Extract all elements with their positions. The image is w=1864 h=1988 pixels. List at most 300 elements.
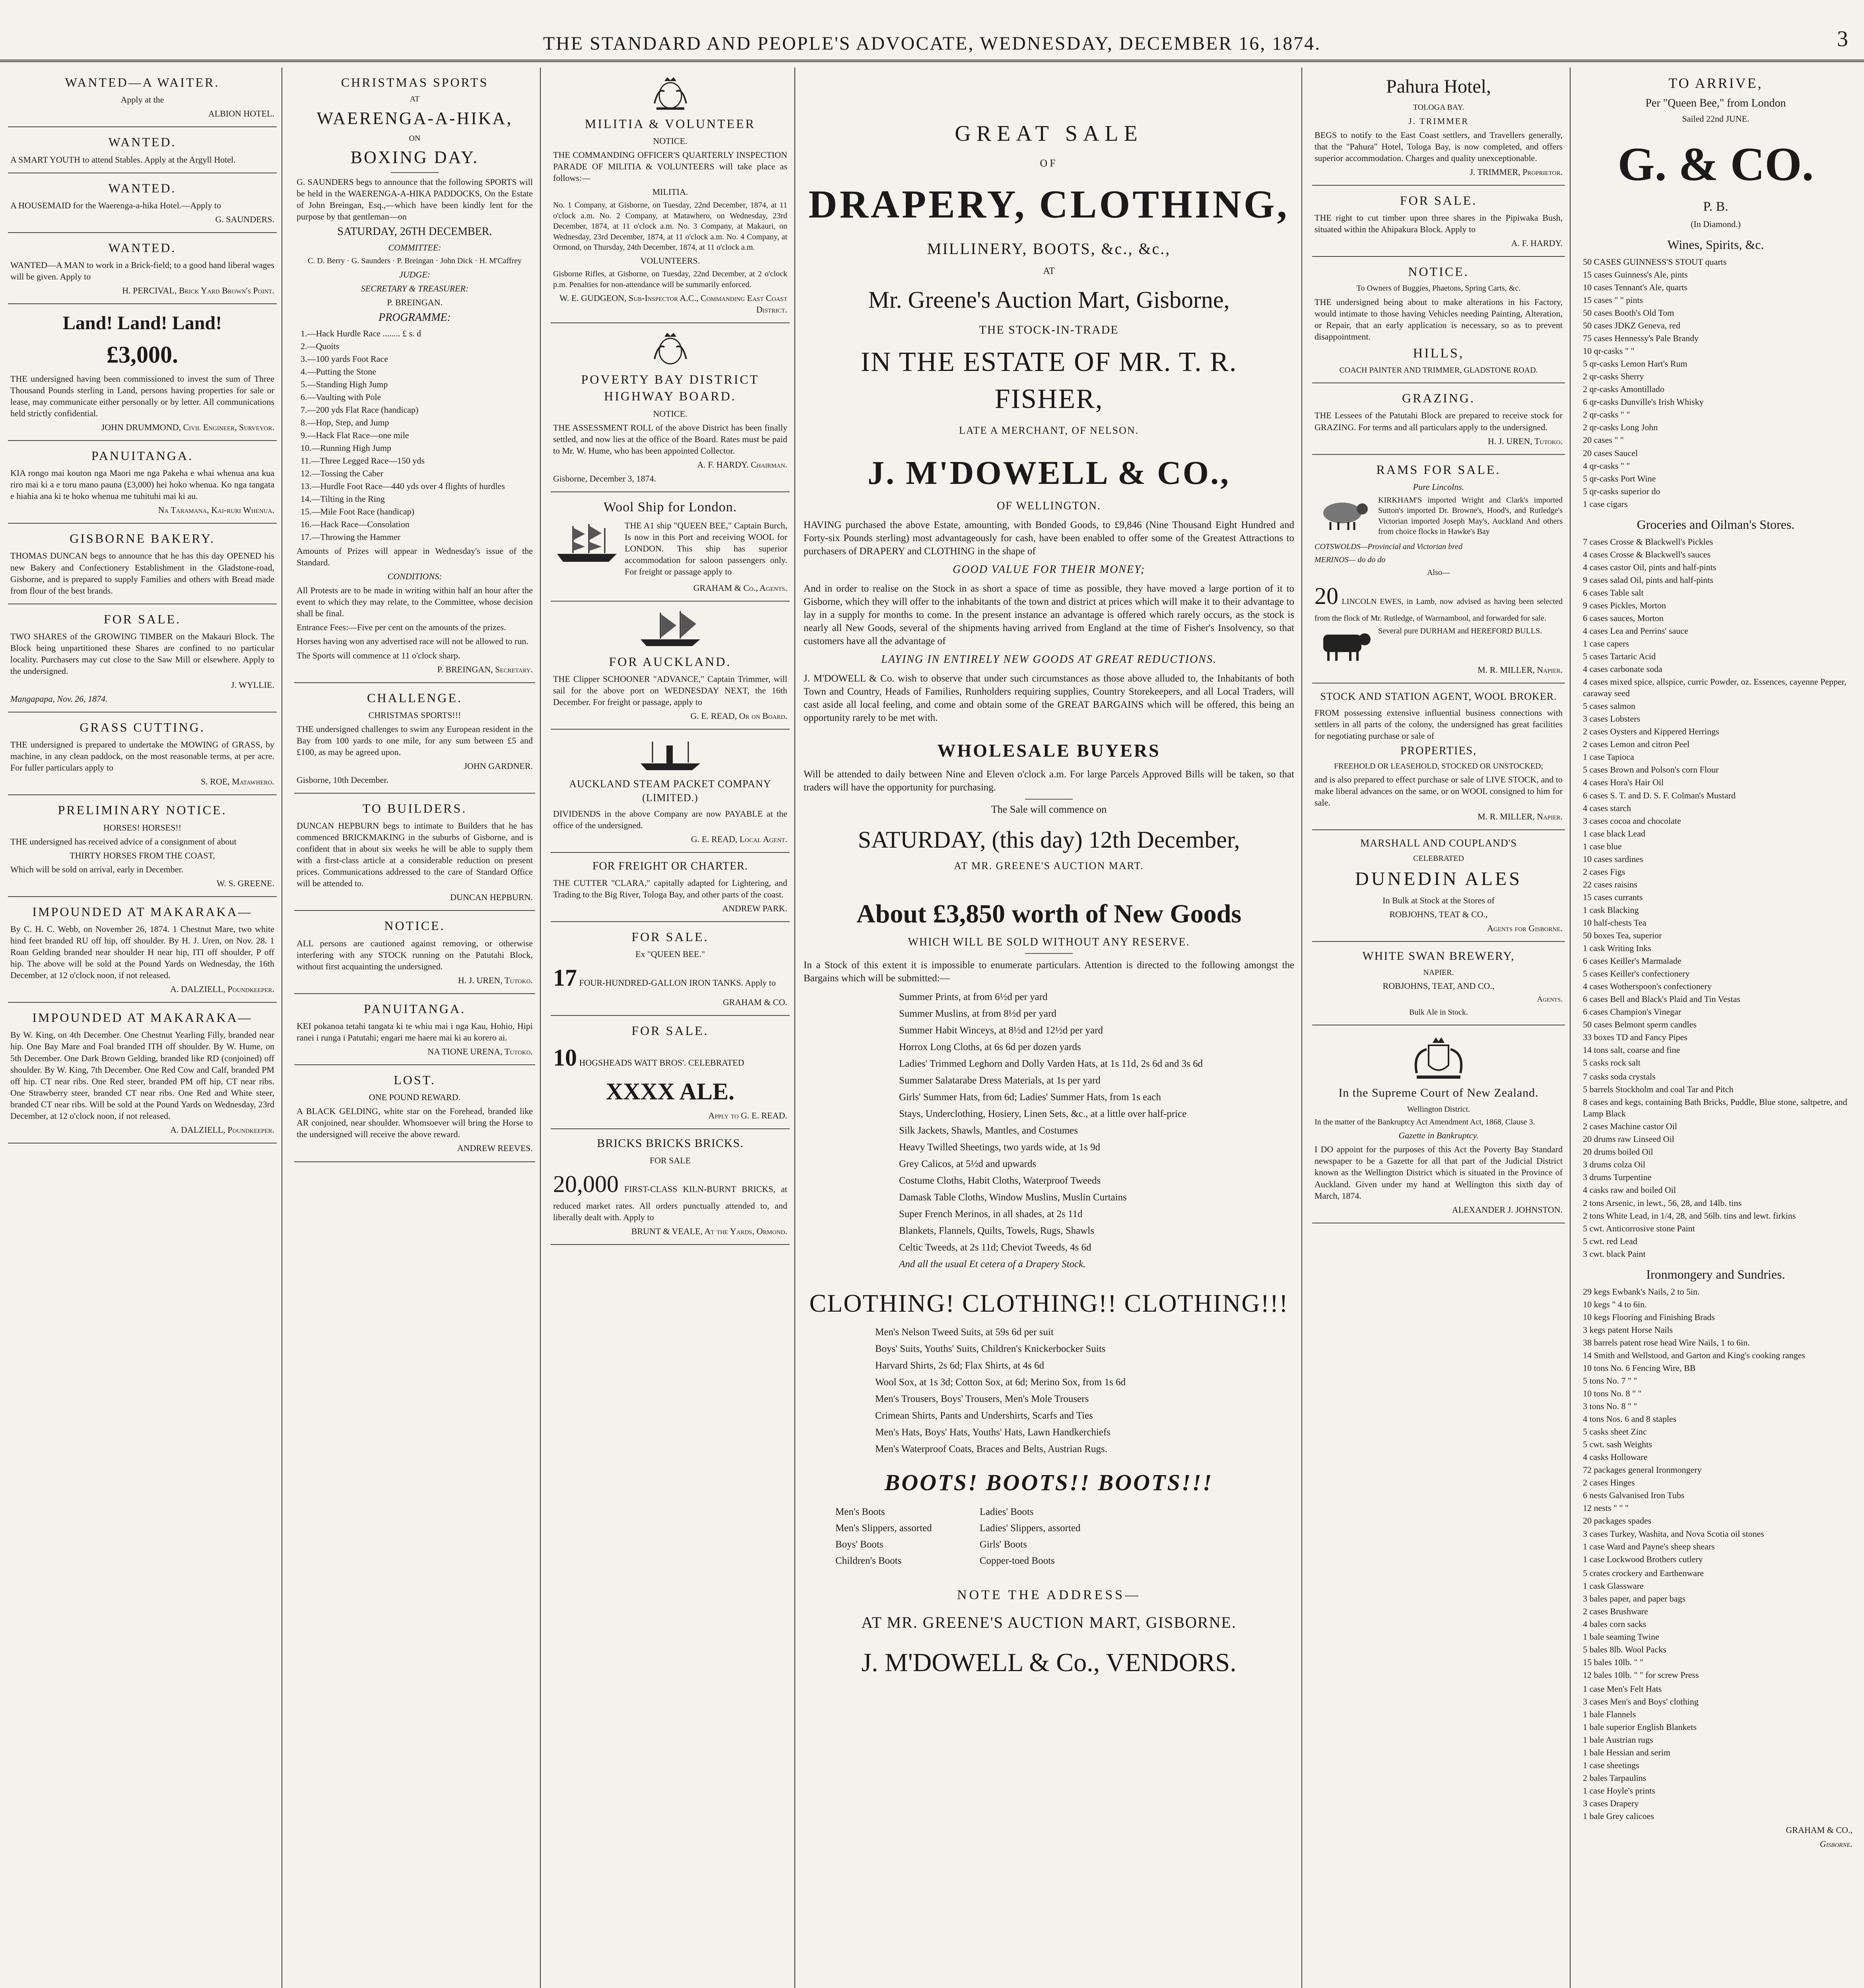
list-item: 4 cases mixed spice, allspice, curric Powder, oz. Essences, cayenne Pepper, caraway seed: [1583, 677, 1847, 699]
ad-rams: [1312, 455, 1565, 684]
list-item: 5 tons No. 7 " ": [1583, 1376, 1637, 1386]
list-item: 2 cases Hinges: [1583, 1477, 1635, 1488]
ad-subtitle: NAPIER.: [1423, 968, 1454, 977]
ad-subtitle: CHRISTMAS SPORTS!!!: [368, 710, 461, 720]
programme-item: 6.—Vaulting with Pole: [301, 392, 381, 402]
ad-title: WHITE SWAN BREWERY,: [1362, 949, 1515, 963]
paragraph-4: Will be attended to daily between Nine and Eleven o'clock a.m. For large Parcels Approved Bills will be taken, so that traders will have the opportunity for purchasing.: [804, 769, 1294, 793]
ad-on: ON: [409, 134, 421, 143]
ad-text: FROM possessing extensive influential business connections with settlers in all parts of the colony, the undersigned has great facilities for negotiating purchase or sale of: [1315, 707, 1563, 741]
ad-land: [8, 304, 277, 441]
ad-signature: W. S. GREENE.: [216, 878, 274, 888]
paragraph-2: And in order to realise on the Stock in as short a space of time as possible, they have moved a large portion of it to Gisborne, which they will offer to the inhabitants of the town and district at prices which will make it to their advantage to lay in a supply for months to come. In the present instance an advantage is offered which rarely occurs, as the stock is nearly all New Goods, several of the shipments having arrived from England at the time of Fisher's Insolvency, so that customers have all the advantage of: [804, 583, 1294, 647]
ad-place: Gisborne.: [1819, 1839, 1852, 1849]
ad-title: FOR SALE.: [631, 1023, 709, 1038]
ad-text: THE A1 ship "QUEEN BEE," Captain Burch, Is now in this Port and receiving WOOL for LONDON. This ship has superior accommodation for saloon passengers only. For freight or passage apply to: [625, 520, 787, 577]
list-item: Men's Boots: [835, 1506, 885, 1517]
of-label: OF: [1040, 157, 1058, 169]
ad-items: No. 1 Company, at Gisborne, on Tuesday, 22nd December, 1874, at 11 o'clock a.m. No. 2 Company, at Matawhero, on Wednesday, 23rd December, 1874, at 11 o'clock a.m. No. 3 Company, at Makauri, on Wednesday, 23rd December, 1874, at 11 o'clock a.m. No. 4 Company, at Ormond, on Thursday, 24th December, 1874, at 11 o'clock a.m.: [553, 201, 787, 252]
ad-signature: GRAHAM & Co., Agents.: [693, 582, 787, 593]
programme-item: 9.—Hack Flat Race—one mile: [301, 430, 409, 440]
list-item: 9 cases Pickles, Morton: [1583, 600, 1666, 611]
crates-list: [1579, 1567, 1852, 1681]
ad-name: J. TRIMMER: [1408, 116, 1469, 126]
list-item: 3 cases Lobsters: [1583, 714, 1641, 724]
list-item: 3 tons No. 8 " ": [1583, 1401, 1637, 1411]
ad-panuitanga-2: [294, 994, 535, 1065]
ad-date: Mangapapa, Nov. 26, 1874.: [10, 694, 108, 704]
ad-text: THE ASSESSMENT ROLL of the above District has been finally settled, and now lies at the office of the Board. Rates must be paid to Mr. W. Hume, who has been appointed Collector.: [553, 422, 787, 456]
ad-date: Gisborne, 10th December.: [297, 775, 388, 785]
column-3: [551, 68, 795, 1988]
ad-wool-ship: [551, 492, 790, 602]
list-item: 20 drums boiled Oil: [1583, 1147, 1653, 1157]
column-1: [8, 68, 282, 1988]
ad-title: BRICKS BRICKS BRICKS.: [597, 1137, 744, 1150]
ad-subtitle: Ex "QUEEN BEE.": [635, 949, 705, 959]
ad-signature: ALEXANDER J. JOHNSTON.: [1452, 1204, 1563, 1215]
ad-signature: GRAHAM & CO.: [723, 997, 787, 1007]
ad-line-1: COTSWOLDS—Provincial and Victorian bred: [1315, 542, 1463, 551]
list-item: 1 case capers: [1583, 639, 1629, 649]
list-item: 5 cwt. Anticorrosive stone Paint: [1583, 1223, 1695, 1233]
boots-left: [835, 1502, 932, 1571]
list-item: Men's Waterproof Coats, Braces and Belts, Austrian Rugs.: [875, 1444, 1107, 1455]
list-item: 5 qr-casks Port Wine: [1583, 473, 1656, 483]
ad-text: DUNCAN HEPBURN begs to intimate to Builders that he has commenced BRICKMAKING in the suburbs of Gisborne, and is confident that in about six weeks he will be able to supply them with a first-class article at a considerable reduction on present prices. Communications addressed to the care of Standard Office will be attended to.: [297, 821, 533, 889]
list-item: 2 qr-casks " ": [1583, 410, 1630, 420]
list-item: 1 cask Blacking: [1583, 905, 1639, 915]
ad-bold: PROPERTIES,: [1400, 744, 1477, 757]
ad-text-2: and is also prepared to effect purchase or sale of LIVE STOCK, and to make liberal advances on the same, or on WOOL consigned to him for sale.: [1315, 774, 1563, 808]
list-item: 1 case black Lead: [1583, 828, 1645, 839]
ad-supreme-court: [1312, 1025, 1565, 1223]
list-item: 5 casks rock salt: [1583, 1058, 1641, 1068]
ad-title: PRELIMINARY NOTICE.: [58, 803, 227, 817]
ad-text: ALL persons are cautioned against removing, or otherwise interfering with any STOCK running on the Patutahi Block, without first acquainting the undersigned.: [297, 938, 533, 971]
ad-title: FOR FREIGHT OR CHARTER.: [592, 860, 748, 873]
list-item: 20 cases Saucel: [1583, 448, 1638, 458]
list-item: 38 barrels patent rose head Wire Nails, 1 to 6in.: [1583, 1338, 1750, 1348]
list-item: Costume Cloths, Habit Cloths, Waterproof Tweeds: [899, 1175, 1101, 1186]
ad-steam-packet: [551, 730, 790, 853]
ad-title: TO ARRIVE,: [1668, 75, 1763, 91]
motto-1: GOOD VALUE FOR THEIR MONEY;: [952, 563, 1146, 576]
ad-title: MARSHALL AND COUPLAND'S: [1360, 837, 1517, 849]
divider: [1025, 953, 1073, 954]
ad-title: FOR SALE.: [631, 930, 709, 944]
ad-white-swan-brewery: [1312, 942, 1565, 1025]
brand-mark: G. & CO.: [1617, 137, 1814, 190]
wines-heading: Wines, Spirits, &c.: [1667, 237, 1764, 252]
ad-signature: A. DALZIELL, Poundkeeper.: [170, 1124, 274, 1135]
list-item: 10 cases Tennant's Ale, quarts: [1583, 282, 1687, 293]
clothing-heading: CLOTHING! CLOTHING!! CLOTHING!!!: [809, 1289, 1289, 1317]
ad-sub-2: VOLUNTEERS.: [640, 256, 700, 266]
ad-impounded-1: [8, 897, 277, 1003]
ad-district: Wellington District.: [1407, 1105, 1470, 1114]
list-item: 6 nests Galvanised Iron Tubs: [1583, 1490, 1685, 1501]
list-item: 2 tons Arsenic, in lewt., 56, 28, and 14lb. tins: [1583, 1198, 1742, 1208]
list-item: Heavy Twilled Sheetings, two yards wide, at 1s 9d: [899, 1142, 1101, 1153]
ad-signature: M. R. MILLER, Napier.: [1478, 812, 1563, 822]
conditions-heading: CONDITIONS:: [387, 571, 442, 582]
ad-text: A SMART YOUTH to attend Stables. Apply at the Argyll Hotel.: [10, 154, 236, 165]
programme-item: 3.—100 yards Foot Race: [301, 353, 388, 364]
ad-text: THE COMMANDING OFFICER'S QUARTERLY INSPECTION PARADE OF MILITIA & VOLUNTEERS will take place as follows:—: [553, 150, 787, 183]
list-item: 20 packages spades: [1583, 1516, 1652, 1526]
ad-subtitle: HORSES! HORSES!!: [103, 822, 182, 833]
ad-signature: ANDREW PARK.: [722, 903, 787, 914]
ad-signature: ALBION HOTEL.: [208, 109, 274, 119]
ad-title: RAMS FOR SALE.: [1376, 462, 1501, 477]
programme-item: 14.—Tilting in the Ring: [301, 494, 385, 504]
list-item: 5 qr-casks Lemon Hart's Rum: [1583, 359, 1687, 369]
list-item: Summer Muslins, at from 8½d per yard: [899, 1008, 1056, 1019]
ad-title: IMPOUNDED AT MAKARAKA—: [32, 1010, 252, 1025]
list-item: 1 case Men's Felt Hats: [1583, 1683, 1662, 1694]
ad-text-3: Several pure DURHAM and HEREFORD BULLS.: [1378, 627, 1542, 636]
ad-number: 10: [553, 1044, 577, 1071]
list-item: Summer Habit Winceys, at 8½d and 12½d per yard: [899, 1025, 1103, 1036]
ad-title: WANTED.: [108, 181, 177, 195]
saturday-heading: SATURDAY, (this day) 12th December,: [858, 827, 1240, 853]
list-item: Children's Boots: [835, 1555, 902, 1566]
ad-horses: [8, 795, 277, 897]
list-item: Girls' Summer Hats, from 6d; Ladies' Summer Hats, from 1s each: [899, 1091, 1161, 1103]
ad-also: Also—: [1427, 568, 1450, 577]
ad-pb: P. B.: [1703, 199, 1728, 214]
ad-text: DIVIDENDS in the above Company are now PAYABLE at the office of the undersigned.: [553, 808, 787, 830]
ad-name: ROBJOHNS, TEAT & CO.,: [1389, 909, 1488, 920]
ad-title: CHRISTMAS SPORTS: [341, 75, 489, 89]
ad-signature: J. WYLLIE.: [231, 679, 274, 690]
coat-of-arms-icon: [1405, 1033, 1472, 1081]
ad-signature: Apply to G. E. READ.: [708, 1110, 787, 1121]
ad-subtitle: Pure Lincolns.: [1413, 481, 1464, 492]
ad-to-arrive: [1577, 68, 1855, 1857]
ad-signature: JOHN DRUMMOND, Civil Engineer, Surveyor.: [101, 422, 274, 432]
list-item: Crimean Shirts, Pants and Undershirts, Scarfs and Ties: [875, 1410, 1093, 1421]
list-item: 10 qr-casks " ": [1583, 346, 1635, 356]
of-wellington: OF WELLINGTON.: [997, 500, 1101, 513]
ad-at: AT: [410, 95, 420, 104]
ad-text: THE undersigned being about to make alterations in his Factory, would intimate to those having Vehicles needing Painting, Alteration, or Repair, that an early application is necessary, so as to prevent disappointment.: [1315, 297, 1563, 342]
reserve-line: WHICH WILL BE SOLD WITHOUT ANY RESERVE.: [908, 936, 1190, 948]
ad-text: THE undersigned challenges to swim any European resident in the Bay from 100 yards to one mile, for any sum between £5 and £100, as may be agreed upon.: [297, 724, 533, 757]
estate-heading: IN THE ESTATE OF MR. T. R. FISHER,: [860, 347, 1237, 414]
ad-big: DUNEDIN ALES: [1355, 868, 1522, 889]
programme-item: 2.—Quoits: [301, 341, 340, 351]
ad-wanted-man: [8, 233, 277, 304]
list-item: 3 cwt. black Paint: [1583, 1248, 1646, 1259]
drapery-list: [1579, 1683, 1852, 1822]
ad-title: AUCKLAND STEAM PACKET COMPANY (LIMITED.): [569, 778, 771, 804]
programme-list: [297, 328, 533, 543]
ad-notice-patutahi: [294, 911, 535, 994]
list-item: Copper-toed Boots: [979, 1555, 1055, 1566]
column-2: [294, 68, 541, 1988]
list-item: 4 casks raw and boiled Oil: [1583, 1185, 1676, 1195]
list-item: 6 cases Keiller's Marmalade: [1583, 955, 1681, 966]
list-item: Summer Prints, at from 6½d per yard: [899, 991, 1048, 1002]
conditions-text: All Protests are to be made in writing within half an hour after the event to which they may relate, to the Committee, whose decision shall be final.: [297, 585, 533, 619]
divider: [1025, 799, 1073, 800]
list-item: 10 kegs Flooring and Finishing Brads: [1583, 1312, 1715, 1322]
list-item: 1 case sheetings: [1583, 1760, 1639, 1771]
list-item: 20 drums raw Linseed Oil: [1583, 1134, 1674, 1144]
paragraph-3: J. M'DOWELL & Co. wish to observe that under such circumstances as those above alluded to, the Inhabitants of both Town and Country, Heads of Families, Runholders requiring supplies, Country Storekeepers, and all Local Traders, will cast aside all local feeling, and come and obtain some of the GREAT BARGAINS which will be offered, this being an opportunity rarely to be met with.: [804, 673, 1294, 724]
ad-date: Gisborne, December 3, 1874.: [553, 473, 656, 483]
ad-title: PANUITANGA.: [91, 448, 194, 463]
list-item: 6 cases Table salt: [1583, 588, 1644, 598]
list-item: Boys' Boots: [835, 1539, 883, 1550]
list-item: 15 cases " " pints: [1583, 295, 1643, 305]
about-heading: About £3,850 worth of New Goods: [856, 899, 1242, 928]
list-item: 4 bales corn sacks: [1583, 1619, 1647, 1629]
ad-text: Bulk Ale in Stock.: [1409, 1008, 1468, 1017]
list-item: 4 cases castor Oil, pints and half-pints: [1583, 562, 1716, 572]
list-item: 9 cases salad Oil, pints and half-pints: [1583, 575, 1714, 585]
ad-text: THE undersigned having been commissioned to invest the sum of Three Thousand Pounds sterling in Land, persons having properties for sale or lease, may communicate either personally or by letter. All communications held strictly confidential.: [10, 373, 274, 418]
list-item: 50 cases Belmont sperm candles: [1583, 1019, 1697, 1030]
ad-signature: JOHN GARDNER.: [464, 761, 533, 771]
boots-right: [980, 1502, 1081, 1571]
ad-lead: To Owners of Buggies, Phaetons, Spring Carts, &c.: [1356, 284, 1521, 293]
list-item: Boys' Suits, Youths' Suits, Children's Knickerbocker Suits: [875, 1343, 1106, 1355]
column-4-great-sale: [801, 68, 1302, 1988]
ad-grass-cutting: [8, 712, 277, 795]
ad-grazing: [1312, 383, 1565, 454]
list-item: 3 drums colza Oil: [1583, 1159, 1646, 1170]
list-item: Men's Hats, Boys' Hats, Youths' Hats, Lawn Handkerchiefs: [875, 1427, 1111, 1438]
list-item: 5 barrels Stockholm and coal Tar and Pitch: [1583, 1084, 1734, 1095]
ad-text: THE right to cut timber upon three shares in the Pipiwaka Bush, situated within the Ahipakura Block. Apply to: [1315, 213, 1563, 235]
great-sale-heading: GREAT SALE: [955, 121, 1143, 146]
boots-list: [835, 1502, 1294, 1571]
list-item: 15 cases currants: [1583, 892, 1643, 902]
ad-text: Apply at the: [120, 95, 164, 105]
ad-text: G. SAUNDERS begs to announce that the following SPORTS will be held in the WAERENGA-A-HIKA PADDOCKS, On the Estate of John Breingan, Esq.,—which have been kindly lent for the purpose by that gentleman—on: [297, 177, 533, 222]
list-item: 1 case Ward and Payne's sheep shears: [1583, 1541, 1715, 1551]
bargain-list: [899, 990, 1294, 1271]
list-item: 2 cases Machine castor Oil: [1583, 1121, 1678, 1132]
ad-signature: G. SAUNDERS.: [215, 214, 274, 224]
ad-signature: DUNCAN HEPBURN.: [450, 892, 533, 903]
list-item: 1 bale Grey calicoes: [1583, 1811, 1654, 1821]
ad-wanted-youth: [8, 127, 277, 173]
judge-heading: JUDGE:: [399, 269, 431, 280]
ad-number: 20,000: [553, 1171, 619, 1197]
steamship-icon: [637, 738, 704, 773]
masthead-title: THE STANDARD AND PEOPLE'S ADVOCATE, WEDNESDAY, DECEMBER 16, 1874.: [543, 33, 1321, 54]
ad-lost: [294, 1065, 535, 1162]
ad-title: Wool Ship for London.: [603, 499, 737, 514]
list-item: 2 bales Tarpaulins: [1583, 1773, 1647, 1783]
programme-item: 7.—200 yds Flat Race (handicap): [301, 404, 419, 415]
list-item: 6 cases Bell and Black's Plaid and Tin Vestas: [1583, 994, 1740, 1004]
ad-sub: MILITIA.: [652, 187, 688, 197]
ad-signature: ANDREW REEVES.: [457, 1143, 533, 1153]
bull-icon: [1315, 626, 1374, 662]
vendors-line: J. M'DOWELL & Co., VENDORS.: [861, 1648, 1237, 1677]
ad-title: WANTED—A WAITER.: [65, 75, 220, 89]
ad-signature-2: COACH PAINTER AND TRIMMER, GLADSTONE ROAD.: [1339, 365, 1538, 375]
programme-item: 1.—Hack Hurdle Race ........ £ s. d: [301, 328, 421, 338]
ad-title: In the Supreme Court of New Zealand.: [1338, 1086, 1539, 1100]
list-item: 3 drums Turpentine: [1583, 1172, 1652, 1182]
list-item: Blankets, Flannels, Quilts, Towels, Rugs, Shawls: [899, 1225, 1094, 1236]
committee-heading: COMMITTEE:: [388, 243, 441, 253]
list-item: 6 qr-casks Dunville's Irish Whisky: [1583, 397, 1704, 407]
ad-title: LOST.: [394, 1073, 436, 1087]
late-merchant: LATE A MERCHANT, OF NELSON.: [959, 425, 1139, 437]
list-item: 2 qr-casks Sherry: [1583, 371, 1644, 382]
ad-number: 20: [1315, 582, 1338, 609]
list-item: 2 cases Lemon and citron Peel: [1583, 739, 1690, 749]
list-item: 1 bale Flannels: [1583, 1709, 1636, 1719]
ironmongery-heading: Ironmongery and Sundries.: [1646, 1267, 1785, 1281]
list-item: 5 crates crockery and Earthenware: [1583, 1568, 1704, 1578]
list-item: Ladies' Boots: [979, 1506, 1034, 1517]
ad-panuitanga: [8, 441, 277, 524]
list-item: 7 cases Crosse & Blackwell's Pickles: [1583, 536, 1713, 547]
ad-bold: THIRTY HORSES FROM THE COAST,: [70, 850, 215, 860]
list-item: 75 cases Hennessy's Pale Brandy: [1583, 333, 1699, 344]
programme-item: 16.—Hack Race—Consolation: [301, 519, 410, 530]
address-line: AT MR. GREENE'S AUCTION MART, GISBORNE.: [861, 1613, 1237, 1631]
list-item: 7 casks soda crystals: [1583, 1072, 1656, 1082]
ad-title: WANTED.: [108, 240, 177, 255]
note-address: NOTE THE ADDRESS—: [957, 1587, 1141, 1602]
list-item: 4 cases Lea and Perrins' sauce: [1583, 626, 1688, 636]
ad-challenge: [294, 683, 535, 794]
ad-title: FOR SALE.: [1400, 193, 1478, 208]
list-item: 5 cases Tartaric Acid: [1583, 651, 1656, 662]
list-item: 50 cases Booth's Old Tom: [1583, 308, 1674, 318]
list-item: 15 cases Guinness's Ale, pints: [1583, 270, 1688, 280]
ad-title: PANUITANGA.: [363, 1001, 466, 1016]
list-item: 33 boxes TD and Fancy Pipes: [1583, 1032, 1687, 1043]
list-item: 29 kegs Ewbank's Nails, 2 to 5in.: [1583, 1286, 1700, 1297]
ram-icon: [1315, 495, 1374, 531]
list-item: Super French Merinos, in all shades, at 2s 11d: [899, 1208, 1083, 1219]
list-item: Harvard Shirts, 2s 6d; Flax Shirts, at 4s 6d: [875, 1360, 1044, 1371]
entrance-text: Entrance Fees:—Five per cent on the amounts of the prizes.: [297, 622, 506, 633]
list-item: 1 bale Austrian rugs: [1583, 1735, 1653, 1745]
list-item: Men's Slippers, assorted: [835, 1522, 932, 1534]
ad-amount: £3,000.: [107, 341, 178, 368]
ad-subtitle: FOR SALE: [649, 1155, 691, 1165]
committee-list: C. D. Berry · G. Saunders · P. Breingan · John Dick · H. M'Caffrey: [307, 256, 522, 266]
list-item: Wool Sox, at 1s 3d; Cotton Sox, at 6d; Merino Sox, from 1s 6d: [875, 1377, 1126, 1388]
ad-text: THE undersigned has received advice of a consignment of about: [10, 836, 237, 846]
misc-list: [1579, 1071, 1852, 1259]
list-item: 10 kegs " 4 to 6in.: [1583, 1299, 1647, 1309]
ad-subtitle: CELEBRATED: [1413, 854, 1464, 863]
list-item: Men's Nelson Tweed Suits, at 59s 6d per suit: [875, 1327, 1054, 1338]
list-item: 4 cases Hora's Hair Oil: [1583, 777, 1664, 788]
ad-text: By C. H. C. Webb, on November 26, 1874. 1 Chestnut Mare, two white hind feet branded RU off hip, off shoulder. By H. J. Uren, on Nov. 28. 1 Roan Gelding branded near shoulder H near hip, ITI off shoulder, P off hip. The above will be sold at the Pound Yards on Wednesday, the 16th December, at 12 o'clock noon, if not released.: [10, 924, 274, 980]
list-item: 1 case Hoyle's prints: [1583, 1786, 1655, 1796]
list-item: 5 cases Keiller's confectionery: [1583, 968, 1690, 978]
list-item: 4 casks Holloware: [1583, 1452, 1648, 1462]
list-item: 2 qr-casks Long John: [1583, 422, 1658, 433]
ad-date: SATURDAY, 26TH DECEMBER.: [337, 225, 492, 238]
list-item: Silk Jackets, Shawls, Mantles, and Costumes: [899, 1125, 1078, 1136]
ad-text: FIRST-CLASS KILN-BURNT BRICKS, at reduced market rates. All orders punctually attended to, and liberally dealt with. Apply to: [553, 1184, 787, 1223]
list-item: 15 bales 10lb. " ": [1583, 1657, 1643, 1667]
ad-signature: GRAHAM & CO.,: [1786, 1825, 1852, 1835]
ad-title: FOR SALE.: [103, 612, 181, 626]
list-item: Men's Trousers, Boys' Trousers, Men's Mole Trousers: [875, 1394, 1089, 1405]
list-item: 2 cases Oysters and Kippered Herrings: [1583, 726, 1719, 737]
ad-bricks: [551, 1129, 790, 1245]
programme-item: 5.—Standing High Jump: [301, 379, 388, 389]
programme-heading: PROGRAMME:: [379, 311, 451, 324]
ad-signature: G. E. READ, Or on Board.: [690, 711, 787, 721]
at-label: AT: [1043, 266, 1055, 277]
sale-commence: The Sale will commence on: [991, 804, 1107, 815]
list-item: 5 cases Brown and Polson's corn Flour: [1583, 765, 1719, 775]
list-item: 50 boxes Tea, superior: [1583, 930, 1662, 940]
ad-xxxx-ale: [551, 1016, 790, 1130]
ad-stock-agent: [1312, 683, 1565, 830]
ad-text: In Bulk at Stock at the Stores of: [1382, 895, 1495, 906]
ad-text: THE undersigned is prepared to undertake the MOWING of GRASS, by machine, in any clean paddock, on the most reasonable terms, at per acre. For fuller particulars apply to: [10, 740, 274, 773]
grocery-list: [1579, 536, 1852, 1068]
list-item: 2 cases Figs: [1583, 866, 1625, 877]
ad-title: MILITIA & VOLUNTEER: [584, 116, 756, 131]
ad-bakery: [8, 524, 277, 604]
ad-sailed: Sailed 22nd JUNE.: [1682, 114, 1749, 124]
list-item: 1 case blue: [1583, 841, 1622, 851]
ad-christmas-sports: [294, 68, 535, 683]
ship-icon: [553, 522, 621, 566]
millinery-line: MILLINERY, BOOTS, &c., &c.,: [927, 240, 1171, 258]
ad-title: GRASS CUTTING.: [80, 720, 205, 735]
ad-text: KEI pokanoa tetahi tangata ki te whiu mai i nga Kau, Hohio, Hipi ranei i runga i Patutahi; engari me haere mai ki au korero ai.: [297, 1021, 533, 1043]
list-item: 5 cases salmon: [1583, 701, 1635, 711]
list-item: 3 cases Men's and Boys' clothing: [1583, 1696, 1699, 1706]
ad-title: WANTED.: [108, 135, 177, 149]
list-item: 72 packages general Ironmongery: [1583, 1465, 1702, 1475]
list-item: 1 case Lockwood Brothers cutlery: [1583, 1554, 1703, 1564]
list-item: 5 cwt. red Lead: [1583, 1236, 1637, 1246]
ad-text: A HOUSEMAID for the Waerenga-a-hika Hotel.—Apply to: [10, 200, 221, 210]
ad-diamond: (In Diamond.): [1691, 219, 1741, 229]
ad-signature: S. ROE, Matawhero.: [200, 777, 274, 787]
ad-notice: NOTICE.: [653, 408, 687, 419]
list-item: Summer Salatarabe Dress Materials, at 1s per yard: [899, 1075, 1101, 1086]
ad-signature: H. J. UREN, Tutoko.: [1487, 436, 1563, 446]
list-item: 12 bales 10lb. " " for screw Press: [1583, 1670, 1699, 1680]
ad-signature: HILLS,: [1413, 346, 1464, 361]
ad-title: CHALLENGE.: [367, 690, 462, 705]
ad-text: THOMAS DUNCAN begs to announce that he has this day OPENED his new Bakery and Confectionery Establishment in the Gladstone-road, Gisborne, and is prepared to supply Families and others with Bread made from flour of the best brands.: [10, 551, 274, 596]
ad-signature: Agents for Gisborne.: [1487, 923, 1563, 934]
ad-to-builders: [294, 794, 535, 911]
secretary-name: P. BREINGAN.: [387, 297, 443, 307]
list-item: 1 cask Writing Inks: [1583, 943, 1651, 953]
ad-text: I DO appoint for the purposes of this Act the Poverty Bay Standard newspaper to be a Gazette for all that part of the Judicial District known as the Wellington District which is situated in the Province of Auckland. Given under my hand at Wellington this sixth day of March, 1874.: [1315, 1144, 1563, 1201]
ad-great-sale: [801, 68, 1297, 1697]
list-item: Horrox Long Cloths, at 6s 6d per dozen yards: [899, 1041, 1081, 1052]
list-item: 20 cases " ": [1583, 435, 1624, 445]
list-item: 3 cases cocoa and chocolate: [1583, 815, 1681, 826]
royal-crest-icon: [647, 76, 694, 111]
ironmongery-list: [1579, 1286, 1852, 1565]
